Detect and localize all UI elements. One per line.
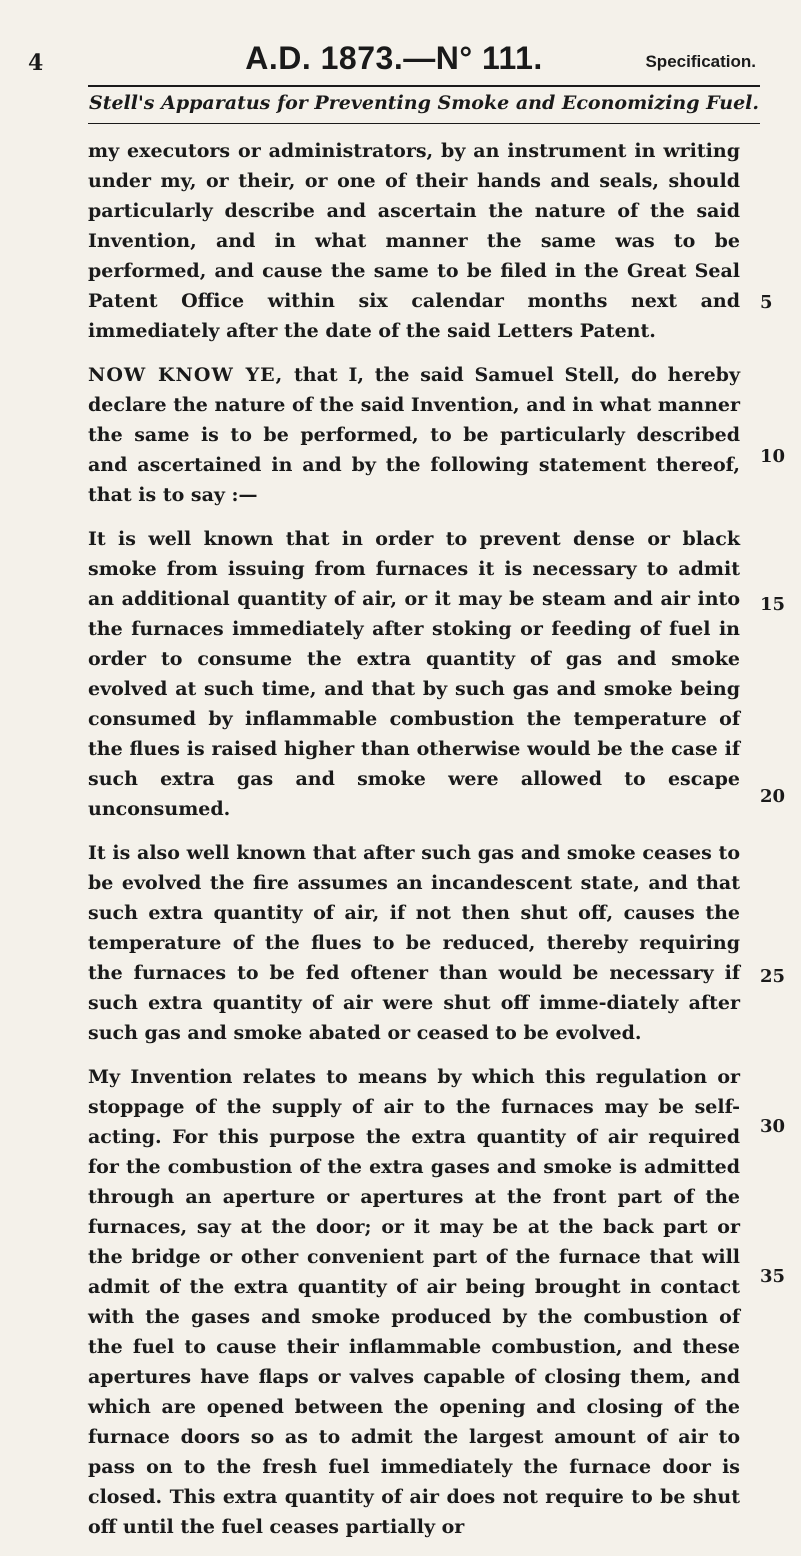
paragraph-1: my executors or administrators, by an instrument in writing under my, or their, or one of their hands and seals, should particularly describe and ascertain the nature of the said Invention, and in what manner the same was to be performed, and cause the same to be filed in the Great Seal Patent Office within six calendar months next and immediately after the date of the said Letters Patent. [88,140,740,342]
page-header [28,40,760,80]
paragraph-3: It is well known that in order to prevent dense or black smoke from issuing from furnaces it is necessary to admit an additional quantity of air, or it may be steam and air into the furnaces immediately after stoking or feeding of fuel in order to consume the extra quantity of gas and smoke evolved at such time, and that by such gas and smoke being consumed by inflammable combustion the temperature of the flues is raised higher than otherwise would be the case if such extra gas and smoke were allowed to escape unconsumed. [88,528,740,820]
paragraph-2-text: that I, the said Samuel Stell, do hereby declare the nature of the said Invention, and in what manner the same is to be performed, to be particularly described and ascertained in and by the following statement thereof, that is to say :— [88,364,741,506]
line-number-35: 35 [760,1266,786,1287]
page-number: 4 [28,50,44,76]
subtitle-rule [88,123,760,124]
patent-title: A.D. 1873.—N° 111. [245,40,543,76]
paragraph-4: It is also well known that after such gas and smoke ceases to be evolved the fire assumes an incandescent state, and that such extra quantity of air, if not then shut off, causes the temperature of the flues to be reduced, thereby requiring the furnaces to be fed oftener than would be necessary if such extra quantity of air were shut off imme-diately after such gas and smoke abated or ceased to be evolved. [88,842,740,1044]
now-know-ye: NOW KNOW YE, [88,364,284,386]
paragraph-2 [88,360,740,510]
running-subtitle: Stell's Apparatus for Preventing Smoke and Economizing Fuel. [88,92,760,114]
line-number-15: 15 [760,594,786,615]
document-type: Specification. [645,52,756,71]
header-rule [88,85,760,87]
paragraph-5: My Invention relates to means by which this regulation or stoppage of the supply of air to the furnaces may be self-acting. For this purpose the extra quantity of air required for the combustion of the extra gases and smoke is admitted through an aperture or apertures at the front part of the furnaces, say at the door; or it may be at the back part or the bridge or other convenient part of the furnace that will admit of the extra quantity of air being brought in contact with the gases and smoke produced by the combustion of the fuel to cause their inflammable combustion, and these apertures have flaps or valves capable of closing them, and which are opened between the opening and closing of the furnace doors so as to admit the largest amount of air to pass on to the fresh fuel immediately the furnace door is closed. This extra quantity of air does not require to be shut off until the fuel ceases partially or [88,1066,740,1538]
line-number-25: 25 [760,966,786,987]
line-number-20: 20 [760,786,786,807]
body-text [88,136,740,1556]
line-number-10: 10 [760,446,786,467]
line-number-5: 5 [760,292,773,313]
line-number-30: 30 [760,1116,786,1137]
